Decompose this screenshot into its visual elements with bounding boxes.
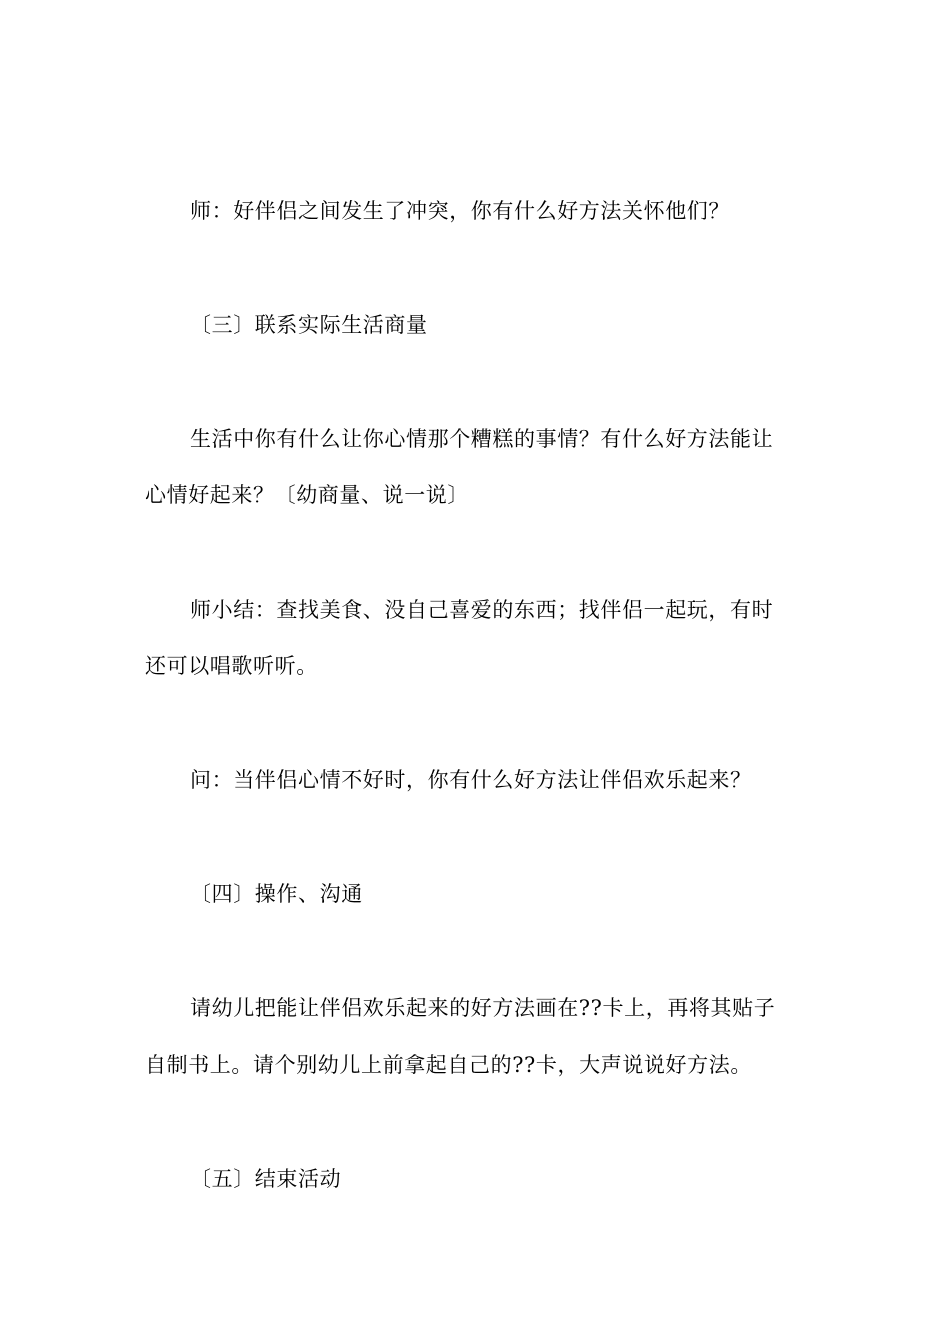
paragraph-life-question-line-1: 生活中你有什么让你心情那个糟糕的事情？有什么好方法能让 (190, 427, 774, 451)
paragraph-activity-line-2: 自制书上。请个别幼儿上前拿起自己的??卡，大声说说好方法。 (145, 1053, 752, 1077)
paragraph-life-question-line-2: 心情好起来？〔幼商量、说一说〕 (145, 483, 469, 507)
section-heading-three: 〔三〕联系实际生活商量 (190, 313, 428, 337)
paragraph-teacher-summary-line-1: 师小结：查找美食、没自己喜爱的东西；找伴侣一起玩，有时 (190, 598, 774, 622)
paragraph-activity-line-1: 请幼儿把能让伴侣欢乐起来的好方法画在??卡上，再将其贴子 (190, 996, 776, 1020)
paragraph-teacher-question: 师：好伴侣之间发生了冲突，你有什么好方法关怀他们？ (190, 199, 730, 223)
section-heading-five: 〔五〕结束活动 (190, 1167, 342, 1191)
section-heading-four: 〔四〕操作、沟通 (190, 882, 363, 906)
paragraph-teacher-summary-line-2: 还可以唱歌听听。 (145, 654, 318, 678)
paragraph-ask-question: 问：当伴侣心情不好时，你有什么好方法让伴侣欢乐起来？ (190, 768, 752, 792)
